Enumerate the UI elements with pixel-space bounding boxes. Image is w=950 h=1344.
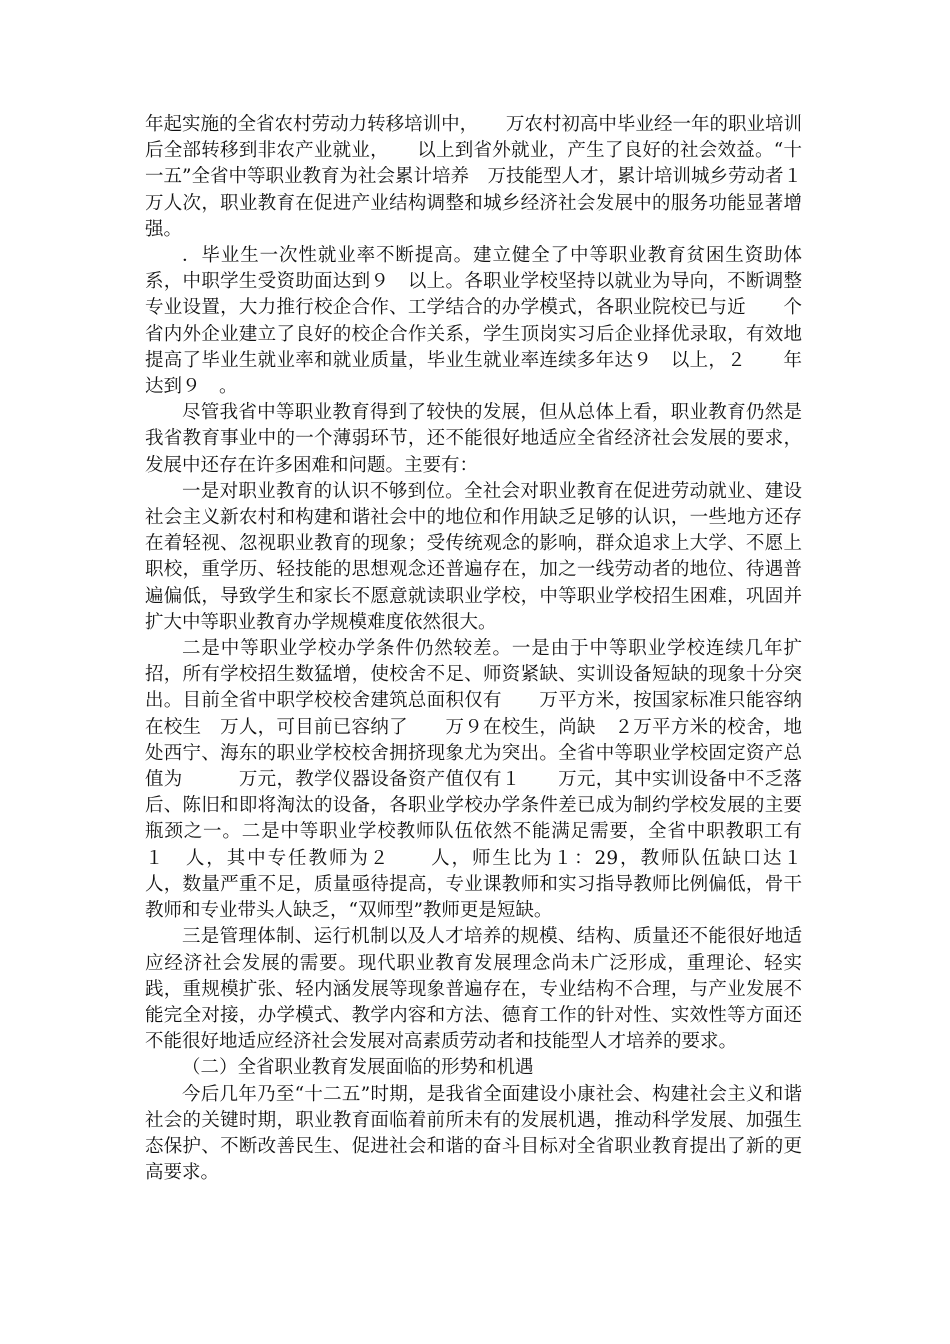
paragraph-problems-intro: 尽管我省中等职业教育得到了较快的发展，但从总体上看，职业教育仍然是我省教育事业中的一个薄弱环节，还不能很好地适应全省经济社会发展的要求，发展中还存在许多困难和问题。主要有： bbox=[145, 402, 802, 476]
paragraph-problem-management: 三是管理体制、运行机制以及人才培养的规模、结构、质量还不能很好地适应经济社会发展的需要。现代职业教育发展理念尚未广泛形成，重理论、轻实践，重规模扩张、轻内涵发展等现象普遍存在，专业结构不合理，与产业发展不能完全对接，办学模式、教学内容和方法、德育工作的针对性、实效性等方面还不能很好地适应经济社会发展对高素质劳动者和技能型人才培养的要求。 bbox=[145, 926, 802, 1053]
paragraph-problem-awareness: 一是对职业教育的认识不够到位。全社会对职业教育在促进劳动就业、建设社会主义新农村和构建和谐社会中的地位和作用缺乏足够的认识，一些地方还存在着轻视、忽视职业教育的现象；受传统观念的影响，群众追求上大学、不愿上职校，重学历、轻技能的思想观念还普遍存在，加之一线劳动者的地位、待遇普遍偏低，导致学生和家长不愿意就读职业学校，中等职业学校招生困难，巩固并扩大中等职业教育办学规模难度依然很大。 bbox=[145, 480, 802, 633]
paragraph-opportunities: 今后几年乃至“十二五”时期，是我省全面建设小康社会、构建社会主义和谐社会的关键时期，职业教育面临着前所未有的发展机遇，推动科学发展、加强生态保护、不断改善民生、促进社会和谐的奋斗目标对全省职业教育提出了新的更高要求。 bbox=[145, 1083, 802, 1184]
paragraph-problem-conditions: 二是中等职业学校办学条件仍然较差。一是由于中等职业学校连续几年扩招，所有学校招生数猛增，使校舍不足、师资紧缺、实训设备短缺的现象十分突出。目前全省中职学校校舍建筑总面积仅有 万平方米，按国家标准只能容纳在校生 万人，可目前已容纳了 万９在校生，尚缺 ２万平方米的校舍，地处西宁、海东的职业学校校舍拥挤现象尤为突出。全省中等职业学校固定资产总值为 万元，教学仪器设备资产值仅有１ 万元，其中实训设备中不乏落后、陈旧和即将淘汰的设备，各职业学校办学条件差已成为制约学校发展的主要瓶颈之一。二是中等职业学校教师队伍依然不能满足需要，全省中职教职工有 １ 人，其中专任教师为２ 人，师生比为１：29，教师队伍缺口达１ 人，数量严重不足，质量亟待提高，专业课教师和实习指导教师比例偏低，骨干教师和专业带头人缺乏，“双师型”教师更是短缺。 bbox=[145, 638, 840, 922]
paragraph-employment-rate: ．毕业生一次性就业率不断提高。建立健全了中等职业教育贫困生资助体系，中职学生受资助面达到９ 以上。各职业学校坚持以就业为导向，不断调整专业设置，大力推行校企合作、工学结合的办学模式，各职业院校已与近 个省内外企业建立了良好的校企合作关系，学生顶岗实习后企业择优录取，有效地提高了毕业生就业率和就业质量，毕业生就业率连续多年达９ 以上，２ 年达到９ 。 bbox=[145, 245, 802, 398]
paragraph-transfer-training: 年起实施的全省农村劳动力转移培训中， 万农村初高中毕业经一年的职业培训后全部转移到非农产业就业， 以上到省外就业，产生了良好的社会效益。“十一五”全省中等职业教育为社会累计培养 万技能型人才，累计培训城乡劳动者１ 万人次，职业教育在促进产业结构调整和城乡经济社会发展中的服务功能显著增强。 bbox=[145, 114, 821, 240]
section-heading-situation: （二）全省职业教育发展面临的形势和机遇 bbox=[182, 1057, 534, 1079]
